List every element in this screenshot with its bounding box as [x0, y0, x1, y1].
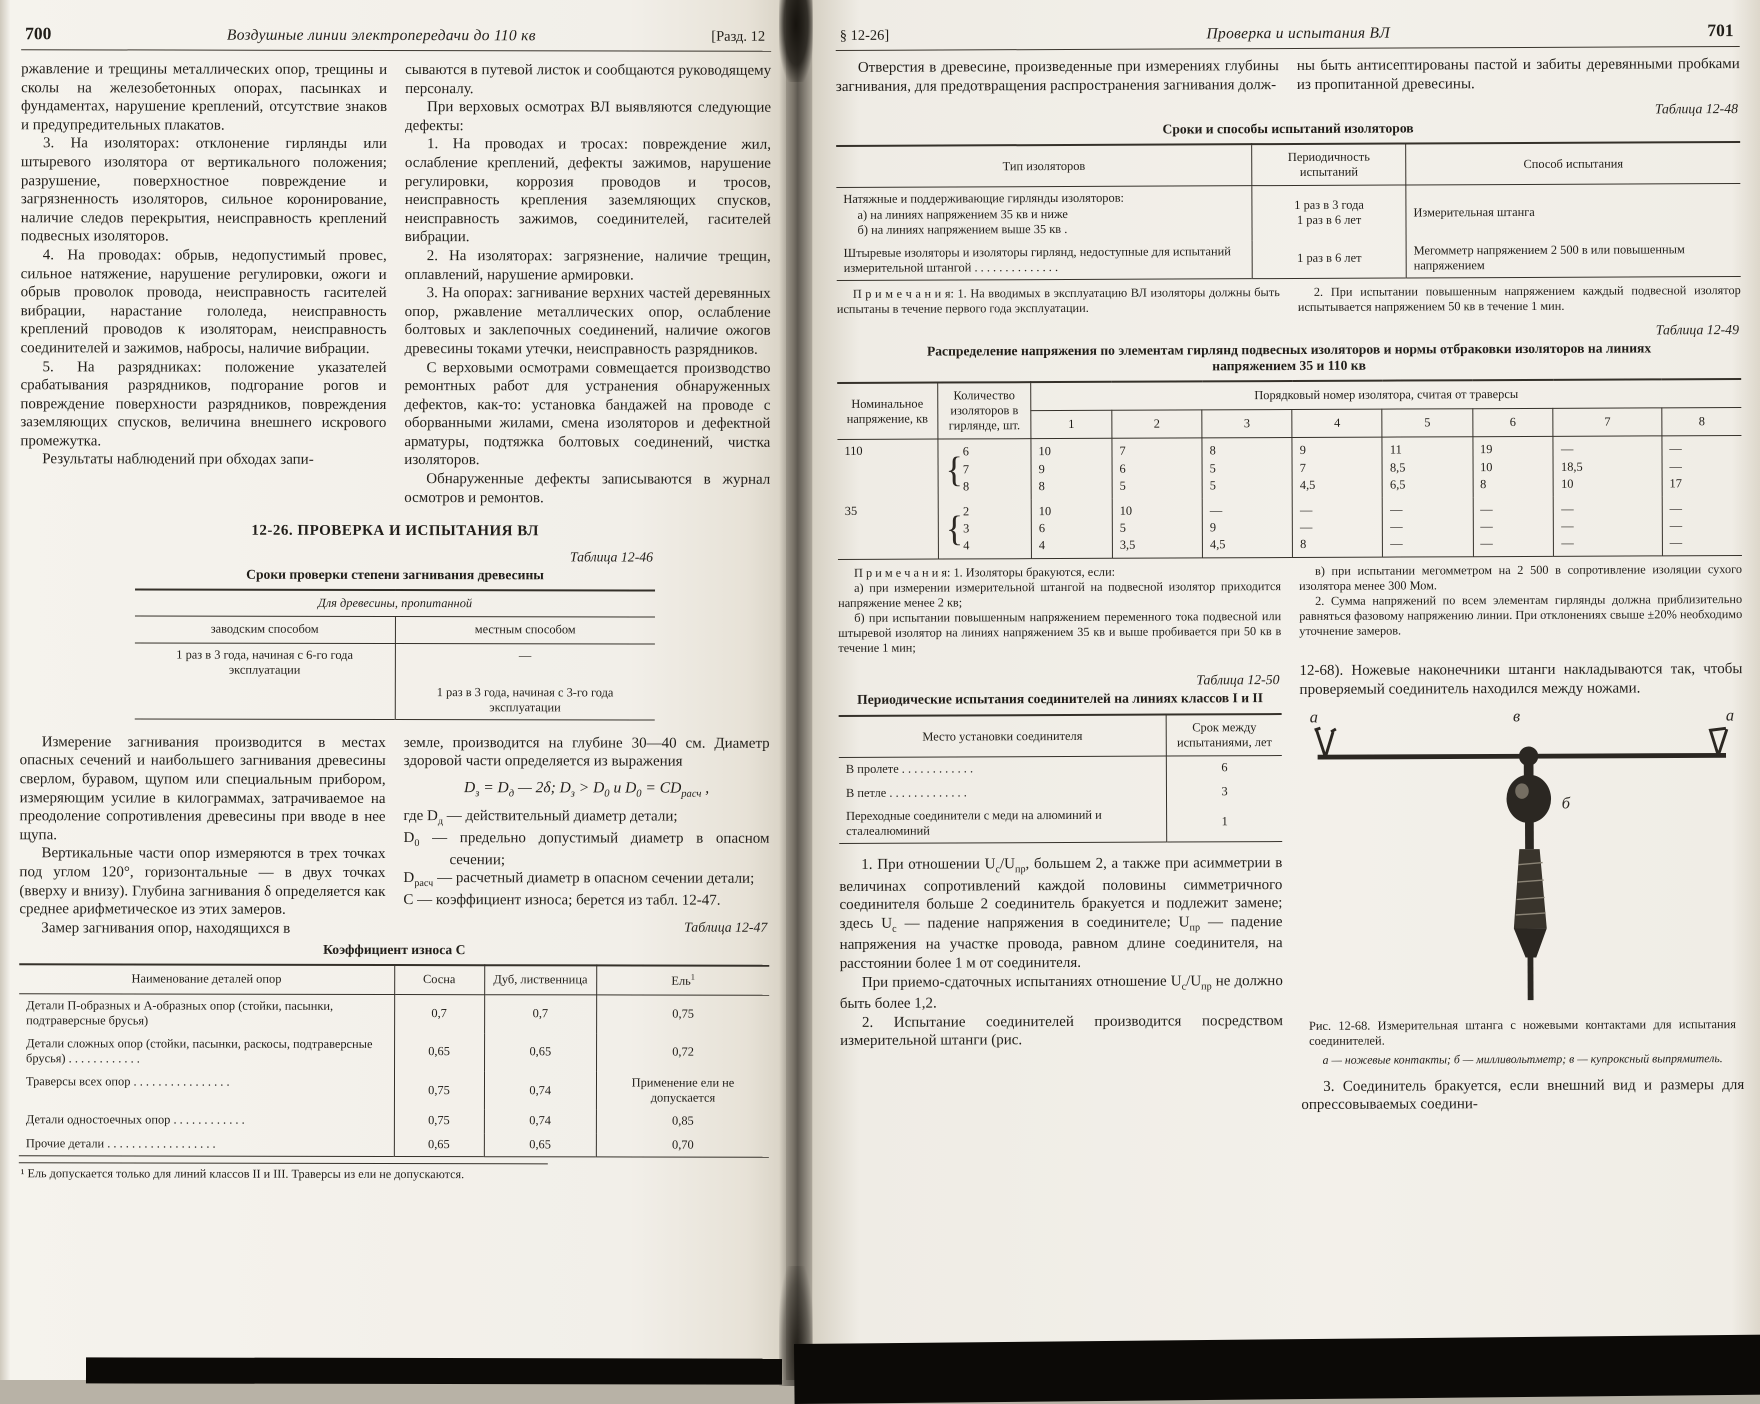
voltage-cell: 35 — [838, 499, 939, 559]
value-cell: 9 7 4,5 — [1292, 438, 1382, 498]
cell-line: б) на линиях напряжением выше 35 кв . — [857, 221, 1068, 237]
text-column-right — [403, 734, 769, 939]
column-number: 4 — [1292, 409, 1382, 438]
value-cell: — 18,5 10 — [1553, 436, 1662, 496]
table-cell: Штыревые изоляторы и изоляторы гирлянд, недоступные для испытаний измерительной штангой . . . . . . . . . . . . . . — [837, 240, 1253, 281]
column-number: 1 — [1031, 411, 1112, 440]
column-header: Наименование деталей опор — [19, 965, 394, 995]
bottom-left-column — [838, 662, 1283, 1117]
paragraph: 2. Испытание соединителей производится посредством измерительной штанги (рис. — [840, 1012, 1284, 1050]
table-cell: В петле . . . . . . . . . . . . . — [839, 780, 1167, 805]
definition: где $D_д$ — действительный диаметр детали; — [403, 808, 678, 828]
table-cell: Применение ели не допускается — [596, 1072, 769, 1111]
table-cell: 0,72 — [597, 1033, 770, 1072]
table-cell: 3 — [1167, 780, 1282, 804]
count-value: 6 — [962, 444, 970, 459]
value-cell: 8 5 5 — [1202, 438, 1292, 498]
paragraph: Отверстия в древесине, произведенные при измерениях глубины загнивания, для предотвращения распространения загнивания долж- — [835, 58, 1279, 95]
handle-cone — [1513, 929, 1546, 958]
cell-line: а) на линиях напряжением 35 кв и ниже — [857, 206, 1068, 222]
table-row — [839, 756, 1282, 782]
paragraph: Вертикальные части опор измеряются в трех точках под углом 120°, горизонтальные — в двух точках (вверху и внизу). Глубина загнивания δ определяется как среднее арифметическое из этих замеров. — [19, 845, 386, 918]
count-value: 8 — [962, 479, 970, 494]
paragraph: ржавление и трещины металлических опор, трещины и сколы на железобетонных опорах, пасынках и фундаментах, нарушение креплений, отсутствие знаков и предупредительных плакатов. — [20, 61, 388, 134]
handle-grip — [1513, 849, 1546, 928]
table-cell: Переходные соединители с меди на алюминий и сталеалюминий — [839, 803, 1167, 843]
value-cell: 19 10 8 — [1472, 437, 1553, 497]
column-header: Периодичность испытаний — [1252, 144, 1406, 186]
table-cell: 0,7 — [394, 994, 484, 1033]
paragraph: Результаты наблюдений при обходах запи- — [42, 451, 314, 469]
table-notes — [837, 283, 1741, 317]
figure-measuring-rod — [1301, 703, 1742, 1005]
table-span-header: Для древесины, пропитанной — [135, 590, 655, 618]
text-columns-top — [20, 60, 771, 508]
table-cell: Прочие детали . . . . . . . . . . . . . . . . . . — [19, 1132, 394, 1156]
column-header: Дуб, лиственница — [484, 966, 597, 995]
column-header: Сосна — [394, 965, 484, 994]
cell-line: 1 раз в 3 года — [1294, 197, 1364, 212]
paragraph: 1. На проводах и тросах: повреждение жил, ослабление креплений, дефекты зажимов, нарушение регулировки, коррозия проводов и тросов, неисправность крепления заземляющих спусков, неисправность зажимов, соединителей, гасителей вибрации. — [404, 136, 771, 246]
column-header: Номинальное напряжение, кв — [837, 383, 938, 440]
value-cell: — — — — [1383, 497, 1473, 557]
table-cell: 0,75 — [394, 1109, 484, 1132]
table-notes — [838, 562, 1742, 656]
bottom-right-column — [1299, 660, 1744, 1115]
count-value: 4 — [963, 538, 970, 553]
page-number: 701 — [1707, 20, 1734, 41]
page-header — [836, 18, 1740, 51]
table-cell — [1252, 185, 1406, 240]
table-cell: 0,85 — [596, 1110, 769, 1133]
table-cell: Измерительная штанга — [1406, 184, 1741, 239]
note-paragraph: 2. Сумма напряжений по всем элементам гирлянды должна приблизительно равняться фазовому напряжению линии. При отклонениях свыше ±20% необходимо уточнение замеров. — [1299, 592, 1743, 639]
definition: $D_0$ — предельно допустимый диаметр в опасном сечении; — [403, 829, 770, 868]
paragraph: Измерение загнивания производится в местах опасных сечений и наибольшего загнивания древесины сверлом, буравом, щупом или специальным прибором, измеряющим усилие в килограммах, затрачиваемое на преодоление сопротивления древесины при вводе в нее щупа. — [19, 734, 386, 844]
table-cell: Детали одностоечных опор . . . . . . . . . . . . — [19, 1109, 394, 1133]
table-label: Таблица 12-49 — [1655, 322, 1739, 338]
table-cell: 0,65 — [394, 1033, 484, 1071]
table-cell — [395, 643, 655, 720]
page-header — [21, 21, 771, 52]
table-12-48 — [836, 141, 1741, 281]
text-column-left — [19, 733, 385, 938]
value-cell: 11 8,5 6,5 — [1382, 437, 1472, 497]
column-number: 3 — [1202, 410, 1292, 439]
column-number: 2 — [1112, 410, 1202, 439]
table-cell: Мегомметр напряжением 2 500 в или повышенным напряжением — [1406, 238, 1741, 278]
value-cell: — — — — [1473, 497, 1554, 557]
table-cell: 0,7 — [484, 994, 597, 1033]
running-title: Воздушные линии электропередачи до 110 кв — [226, 26, 536, 45]
table-title: Распределение напряжения по элементам гирлянд подвесных изоляторов и нормы отбраковки изоляторов на линиях напряжением 35 и 110 кв — [926, 340, 1652, 374]
table-row — [19, 1032, 769, 1072]
table-cell: 6 — [1167, 756, 1282, 780]
table-cell: Детали П-образных и А-образных опор (стойки, пасынки, подтраверсные брусья) — [19, 993, 394, 1033]
section-heading: 12-26. ПРОВЕРКА И ИСПЫТАНИЯ ВЛ — [251, 522, 539, 540]
millivoltmeter — [1506, 775, 1551, 824]
figure-label-v: в — [1512, 706, 1520, 726]
definition: С — коэффициент износа; берется из табл. 12-47. — [403, 891, 721, 909]
page-700 — [0, 0, 786, 1380]
value-cell: — — 17 — [1662, 436, 1742, 496]
scan-edge-left — [0, 0, 10, 1380]
column-number: 7 — [1553, 408, 1662, 437]
formula: $D_з = D_д$ — 2δ; $D_з > D_0$ и $D_0 = CD_{расч}$ , — [464, 779, 710, 800]
table-row — [839, 803, 1282, 844]
value-cell: — 9 4,5 — [1202, 498, 1292, 558]
knife-contact-left — [1314, 728, 1335, 757]
column-number: 6 — [1472, 409, 1553, 438]
paragraph: 5. На разрядниках: положение указателей срабатывания разрядников, подгорание рогов и повреждение поверхности разрядников, повреждения заземляющих спусков, величина внешнего искрового промежутка. — [20, 358, 387, 450]
text-column-right — [404, 61, 771, 508]
figure-caption: Рис. 12-68. Измерительная штанга с ножевыми контактами для испытания соединителей. — [1308, 1017, 1737, 1049]
table-cell: 0,70 — [596, 1133, 769, 1157]
meter-highlight — [1515, 784, 1529, 800]
table-title: Сроки проверки степени загнивания древесины — [246, 566, 544, 583]
paragraph: 4. На проводах: обрыв, недопустимый провес, сильное натяжение, нарушение регулировки, ожоги и обрыв проволок провода, неисправность гасителей вибрации, нарастание гололеда, неисправность креплений проводов к изоляторам, неисправность соединителей и зажимов, набросы, наличие вибрации. — [20, 247, 387, 357]
table-label: Таблица 12-50 — [1196, 672, 1280, 688]
column-header: Место установки соединителя — [839, 715, 1167, 758]
figure-block — [1300, 703, 1745, 1067]
brace-glyph: { — [945, 449, 963, 490]
table-12-46 — [135, 589, 655, 721]
formula-definitions — [403, 807, 769, 910]
table-title: Сроки и способы испытаний изоляторов — [1162, 120, 1414, 137]
scan-artifact-bottom-left — [86, 1357, 782, 1384]
table-row — [19, 993, 769, 1033]
voltage-cell: 110 — [837, 439, 938, 499]
paragraph: При приемо-сдаточных испытаниях отношение $U_с/U_{пр}$ не должно быть более 1,2. — [839, 972, 1283, 1013]
table-row — [837, 238, 1741, 281]
table-cell: Траверсы всех опор . . . . . . . . . . . . . . . . — [19, 1070, 394, 1109]
paragraph: 3. На опорах: загнивание верхних частей деревянных опор, ржавление металлических опор, ослабление болтовых и заклепочных соединений, наличие ожогов древесины токами утечки, неисправность разрядников. — [404, 285, 771, 358]
note-paragraph: П р и м е ч а н и я: 1. На вводимых в эксплуатацию ВЛ изоляторы должны быть испытаны в течение первого года эксплуатации. — [836, 285, 1280, 317]
bottom-columns — [838, 660, 1744, 1117]
paragraph: С верховыми осмотрами совмещается производство ремонтных работ для устранения обнаруженных дефектов, как-то: установка бандажей на проводе с оборванными жилами, смена изоляторов и дефектной арматуры, подтяжка болтовых соединений, чистка изоляторов. — [404, 359, 771, 469]
table-cell: 0,74 — [484, 1110, 597, 1133]
handle-rod — [1527, 958, 1533, 1001]
count-value: 7 — [962, 461, 970, 476]
table-cell: 0,65 — [484, 1033, 597, 1071]
column-header: Срок между испытаниями, лет — [1166, 714, 1281, 756]
text-columns-middle — [19, 733, 769, 939]
paragraph: 3. Соединитель бракуется, если внешний вид и размеры для опрессовываемых соедини- — [1301, 1076, 1745, 1114]
note-paragraph: П р и м е ч а н и я: 1. Изоляторы бракуются, если: — [853, 564, 1116, 581]
footnote: ¹ Ель допускается только для линий классов II и III. Траверсы из ели не допускаются. — [19, 1162, 548, 1182]
value-cell: 10 9 8 — [1031, 439, 1112, 499]
paragraph: 12-68). Ножевые наконечники штанги накладываются так, чтобы проверяемый соединитель находился между ножами. — [1299, 661, 1743, 698]
column-header: заводским способом — [135, 616, 395, 643]
knife-contact-right — [1710, 729, 1727, 756]
column-header: Способ испытания — [1406, 142, 1741, 185]
paragraph: При верховых осмотрах ВЛ выявляются следующие дефекты: — [404, 99, 772, 134]
column-number: 8 — [1662, 408, 1742, 437]
table-row — [19, 1070, 769, 1110]
figure-legend: а — ножевые контакты; б — милливольтметр; в — купроксный выпрямитель. — [1322, 1051, 1723, 1067]
table-cell: 0,65 — [484, 1133, 597, 1157]
table-title: Коэффициент износа С — [323, 942, 466, 958]
definition: $D_{расч}$ — расчетный диаметр в опасном сечении детали; — [403, 870, 755, 890]
note-paragraph: б) при испытании повышенным напряжением переменного тока подвесной или штыревой изолятор на линиях напряжением 35 кв и выше пробивается при 50 кв в течение 1 мин; — [838, 609, 1282, 656]
cell-line: 1 раз в 6 лет — [1296, 212, 1362, 228]
column-header: Количество изоляторов в гирлянде, шт. — [938, 382, 1031, 439]
count-value: 3 — [963, 521, 970, 536]
table-cell: В пролете . . . . . . . . . . . . — [839, 756, 1167, 781]
note-column — [838, 564, 1281, 656]
paragraph: сываются в путевой листок и сообщаются руководящему персоналу. — [405, 62, 772, 97]
cell-line: Натяжные и поддерживающие гирлянды изоляторов: — [843, 191, 1125, 207]
figure-label-b: б — [1561, 793, 1570, 813]
running-title: Проверка и испытания ВЛ — [1206, 24, 1391, 43]
note-column — [1299, 562, 1742, 654]
table-12-49-block — [837, 322, 1742, 656]
table-row — [836, 184, 1740, 242]
table-12-47-block — [19, 942, 769, 1183]
section-ref: § 12-26] — [839, 27, 890, 44]
value-cell: — — — — [1662, 496, 1742, 556]
paragraph: ны быть антисептированы пастой и забиты деревянными пробками из пропитанной древесины. — [1296, 56, 1740, 93]
table-cell-dash: — — [518, 647, 532, 662]
table-cell: 1 — [1167, 803, 1282, 842]
table-cell: 0,65 — [394, 1133, 484, 1157]
table-label: Таблица 12-46 — [569, 549, 654, 565]
note-paragraph: а) при измерении измерительной штангой на подвесной изолятор приходится напряжение менее 2 кв; — [838, 579, 1282, 611]
table-cell: 1 раз в 3 года, начиная с 6-го года эксплуатации — [135, 642, 395, 719]
paragraph: земле, производится на глубине 30—40 см. Диаметр здоровой части определяется из выражения — [403, 734, 770, 771]
table-group-row-35 — [838, 496, 1742, 560]
table-12-49 — [837, 378, 1742, 560]
note-column — [837, 285, 1280, 317]
table-row — [19, 1109, 769, 1134]
page-701 — [812, 0, 1760, 1380]
table-cell: 0,75 — [597, 995, 770, 1034]
column-number: 5 — [1382, 409, 1472, 438]
table-cell — [836, 186, 1252, 242]
table-12-50 — [839, 713, 1283, 844]
column-span-header: Порядковый номер изолятора, считая от траверсы — [1031, 379, 1742, 411]
paragraph: 2. На изоляторах: загрязнение, наличие трещин, оплавлений, нарушение армировки. — [404, 248, 771, 284]
table-cell: 0,74 — [484, 1071, 597, 1109]
table-12-47 — [19, 964, 769, 1158]
text-column-left — [836, 57, 1279, 96]
value-cell: — — 8 — [1292, 497, 1382, 557]
value-cell: 7 6 5 — [1112, 438, 1202, 498]
paragraph: Замер загнивания опор, находящихся в — [41, 920, 291, 937]
table-row — [19, 1132, 769, 1157]
figure-label-a-left: а — [1309, 707, 1318, 727]
value-cell: 10 5 3,5 — [1112, 498, 1202, 558]
note-column — [1298, 283, 1741, 315]
table-12-46-block — [135, 549, 655, 721]
table-cell: 1 раз в 6 лет — [1252, 239, 1406, 278]
value-cell: 10 6 4 — [1031, 499, 1112, 559]
value-cell: — — — — [1554, 496, 1663, 556]
counts-cell — [938, 499, 1031, 559]
table-group-row-110 — [837, 436, 1741, 500]
table-cell: Детали сложных опор (стойки, пасынки, раскосы, подтраверсные брусья) . . . . . . . . . . . . — [19, 1032, 394, 1071]
paragraph: 1. При отношении $U_с/U_{пр}$, большем 2, а также при асимметрии в величинах сопротивлений каждой половины симметричного соединителя больше 2 соединитель бракуется и подлежит замене; здесь $U_с$ — падение напряжения в соединителе; $U_{пр}$ — падение напряжения на участке провода, равном длине соединителя, на расстоянии более 1 м от соединителя. — [839, 854, 1283, 972]
table-cell: 0,75 — [394, 1071, 484, 1109]
scan-artifact-bottom-right — [794, 1334, 1760, 1404]
intro-columns — [836, 55, 1740, 96]
table-12-48-block — [836, 101, 1741, 317]
handle-neck — [1525, 822, 1534, 849]
table-cell-text: 1 раз в 3 года, начиная с 3-го года эксплуатации — [436, 684, 614, 715]
text-column-right — [1297, 55, 1740, 94]
book-binding-shadow — [779, 0, 813, 1380]
table-title: Периодические испытания соединителей на линиях классов I и II — [857, 690, 1264, 708]
section-ref: [Разд. 12 — [711, 28, 766, 45]
counts-cell — [938, 439, 1031, 499]
table-label: Таблица 12-47 — [684, 919, 768, 936]
table-row — [839, 780, 1282, 805]
column-header: Ель$^1$ — [597, 966, 770, 995]
note-paragraph: в) при испытании мегомметром на 2 500 в сопротивление изоляции сухого изолятора менее 300 Мом. — [1299, 562, 1743, 594]
note-paragraph: 2. При испытании повышенным напряжением каждый подвесной изолятор испытывается напряжением 50 кв в течение 1 мин. — [1297, 283, 1741, 315]
count-value: 2 — [963, 504, 970, 519]
column-header: Тип изоляторов — [836, 144, 1252, 188]
paragraph: 3. На изоляторах: отклонение гирлянды или штыревого изолятора от вертикального положения; разрушение, поверхностное повреждение и загрязненность изоляторов, сильное коронирование, наличие следов перекрытия, неисправность креплений подвесных изоляторов. — [20, 135, 387, 245]
text-column-left — [20, 60, 387, 507]
page-number: 700 — [25, 23, 52, 44]
column-header: местным способом — [395, 617, 655, 644]
figure-label-a-right: а — [1725, 705, 1734, 725]
table-label: Таблица 12-48 — [1654, 101, 1739, 117]
paragraph: Обнаруженные дефекты записываются в журнал осмотров и ремонтов. — [404, 471, 771, 506]
brace-glyph: { — [945, 508, 964, 549]
